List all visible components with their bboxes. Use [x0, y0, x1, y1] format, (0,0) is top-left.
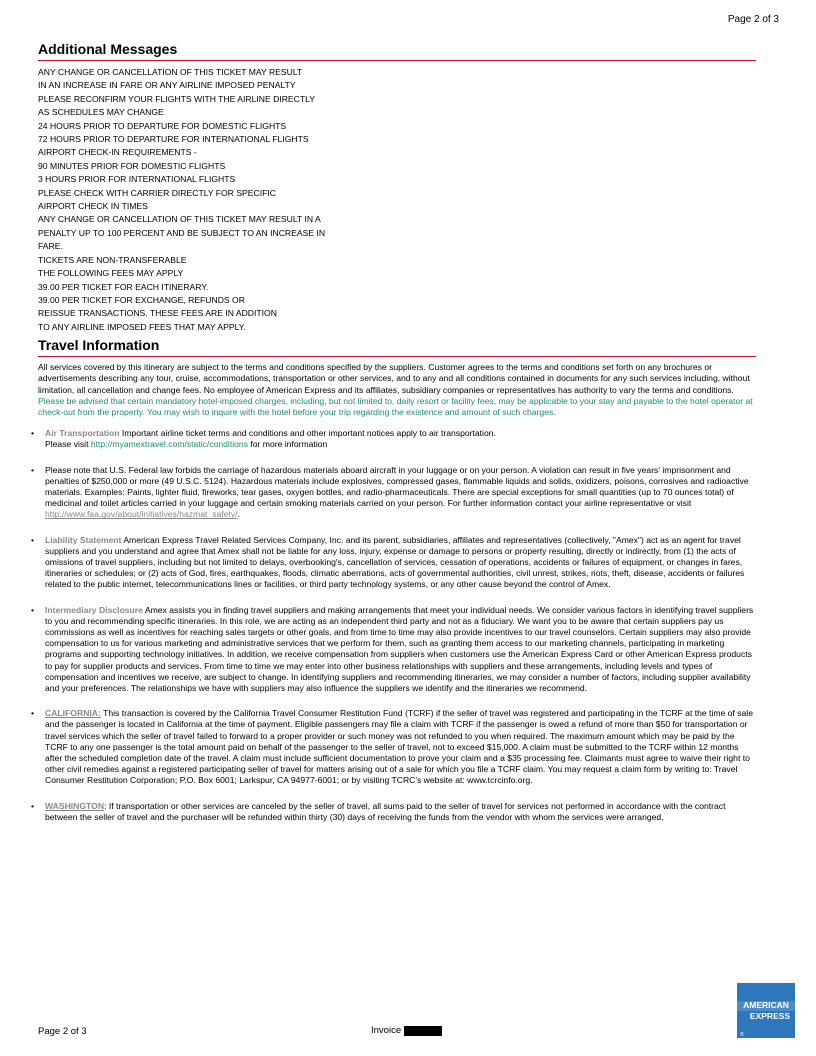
message-line: THE FOLLOWING FEES MAY APPLY — [38, 268, 184, 279]
travel-notices-list — [31, 428, 756, 823]
invoice-label: Invoice — [371, 1025, 402, 1036]
washington-text: : If transportation or other services are canceled by the seller of travel, all sums paid to the seller of travel for services not performed in accordance with the contract between the seller of travel and the purchaser will be refunded within thirty (30) days of receiving the funds from the vendor with whom the services were arranged, — [45, 800, 726, 822]
air-transportation-label: Air Transportation — [45, 428, 120, 439]
list-item — [31, 428, 756, 450]
message-line: 39.00 PER TICKET FOR EACH ITINERARY. — [38, 281, 209, 292]
message-line: TO ANY AIRLINE IMPOSED FEES THAT MAY APPLY. — [38, 321, 246, 332]
message-line: ANY CHANGE OR CANCELLATION OF THIS TICKET MAY RESULT IN A — [38, 214, 321, 225]
message-line: 90 MINUTES PRIOR FOR DOMESTIC FLIGHTS — [38, 160, 226, 171]
liability-statement-text: American Express Travel Related Services Company, Inc. and its parent, subsidiaries, affiliates and representatives (collectively, "Amex") act as an agent for travel suppliers and you understand and agree that Amex shall not be liable for any loss, injury, expense or damage to persons or property resulting, directly or indirectly, from (1) the acts of omissions of travel suppliers, including but not limited to delays, overbooking's, cancellation of services, cessation of operations, accidents or failures of equipment, or changes in fares, itineraries or schedules; or (2) acts of God, fires, earthquakes, floods, climatic aberrations, acts of governmental authorities, civil unrest, strikes, riots, theft, disease, accidents or failures related to the public internet, telecommunications lines or facilities, or third party technology systems, or any other cause beyond the control of Amex. — [45, 534, 745, 590]
message-line: AS SCHEDULES MAY CHANGE — [38, 107, 164, 118]
list-item — [31, 800, 756, 823]
travel-terms-intro — [38, 362, 756, 418]
conditions-link[interactable]: http://myamextravel.com/static/conditions — [90, 439, 248, 450]
air-transportation-text: Important airline ticket terms and conditions and other important notices apply to air transportation. — [119, 428, 496, 439]
california-text: This transaction is covered by the California Travel Consumer Restitution Fund (TCRF) if the seller of travel was registered and participating in the TCRF at the time of sale and the passenger is located in California at the time of payment. Eligible passengers may file a claim with TCRF if the passenger is owed a refund of more than $50 for transportation or travel services which the seller of travel failed to forward to a proper provider or such money was not refunded to you when required. The maximum amount which may be paid by the TCRF to any one passenger is the total amount paid on behalf of the passenger to the seller of travel, not to exceed $15,000. A claim must be submitted to the TCRF within 12 months after the scheduled completion date of the travel. A claim must include sufficient documentation to prove your claim and a $35 processing fee. Claimants must agree to waive their right to other civil remedies against a registered participating seller of travel for matters arising out of a sale for which you file a TCRF claim. You may request a claim form by writing to: Travel Consumer Restitution Corporation; P.O. Box 6001; Larkspur, CA 94977-6001; or by visiting TCRC's website at: www.tcrcinfo.org. — [45, 708, 753, 786]
message-line: 24 HOURS PRIOR TO DEPARTURE FOR DOMESTIC FLIGHTS — [38, 120, 287, 131]
travel-information-title: Travel Information — [38, 336, 756, 357]
message-line: FARE. — [38, 241, 63, 252]
message-line: AIRPORT CHECK-IN REQUIREMENTS - — [38, 147, 197, 158]
invoice-field — [371, 1025, 442, 1036]
message-line: 3 HOURS PRIOR FOR INTERNATIONAL FLIGHTS — [38, 174, 236, 185]
message-line: PLEASE RECONFIRM YOUR FLIGHTS WITH THE AIRLINE DIRECTLY — [38, 93, 315, 104]
message-line: IN AN INCREASE IN FARE OR ANY AIRLINE IMPOSED PENALTY — [38, 80, 296, 91]
intermediary-disclosure-text: Amex assists you in finding travel suppliers and making arrangements that meet your individual needs. We consider various factors in identifying travel suppliers to you and recommending specific itineraries. In this role, we are acting as an independent third party and not as a fiduciary. We want you to be aware that certain suppliers pay us commissions as well as incentives for reaching sales targets or other goals, and from time to time may also provide incentives to our travel counselors. Certain suppliers may also provide compensation to us for various marketing and administrative services that we perform for them, such as granting them access to our marketing channels, participating in marketing programs and supporting technology initiatives. In addition, we receive compensation from suppliers when customers use the American Express Card or other American Express products to pay for supplier products and services. From time to time we may enter into other business relationships with suppliers and these arrangements, including levels and types of compensation and incentives we receive, are subject to change. In identifying suppliers and recommending itineraries, we may consider a number of factors, including supplier availability and your preferences. The relationships we have with suppliers may also influence the suppliers we identify and the itineraries we recommend. — [45, 604, 754, 693]
message-line: REISSUE TRANSACTIONS. THESE FEES ARE IN ADDITION — [38, 308, 277, 319]
logo-mark: ® — [740, 1032, 744, 1038]
intro-hotel-notice: Please be advised that certain mandatory hotel-imposed charges, including, but not limited to, daily resort or facility fees, may be applicable to your stay and payable to the hotel operator at check-out from the property. You may wish to inquire with the hotel before your trip regarding the existence and amount of such charges. — [38, 395, 753, 417]
message-line: TICKETS ARE NON-TRANSFERABLE — [38, 254, 187, 265]
intermediary-disclosure-label: Intermediary Disclosure — [45, 604, 143, 615]
page-number-top: Page 2 of 3 — [727, 14, 779, 25]
document-body — [31, 40, 756, 837]
list-item — [31, 534, 756, 591]
logo-line2: EXPRESS — [749, 1011, 791, 1021]
additional-messages-title: Additional Messages — [38, 40, 756, 61]
washington-label: WASHINGTON — [45, 800, 105, 811]
california-label: CALIFORNIA: — [45, 708, 101, 719]
intro-terms-text: All services covered by this itinerary are subject to the terms and conditions specified by the suppliers. Customer agrees to the terms and conditions set forth on any brochures or advertisements describing any tour, cruise, accommodations, transportation or other services, and to any and all conditions contained in documents for any such services including, without limitation, all cancellation and change fees. No employee of American Express and its affiliates, subsidiary companies or representatives has authority to vary the terms and conditions. — [38, 362, 750, 395]
faa-hazmat-link[interactable]: http://www.faa.gov/about/initiatives/hazmat_safety/ — [45, 509, 238, 520]
air-visit-suffix: for more information — [248, 439, 328, 450]
bullet-icon: • — [31, 464, 35, 475]
list-item — [31, 708, 756, 786]
bullet-icon: • — [31, 708, 35, 719]
message-line: ANY CHANGE OR CANCELLATION OF THIS TICKET MAY RESULT — [38, 67, 303, 77]
additional-messages-list — [38, 66, 756, 334]
air-visit-prefix: Please visit — [45, 439, 91, 450]
message-line: PENALTY UP TO 100 PERCENT AND BE SUBJECT TO AN INCREASE IN — [38, 227, 326, 238]
list-item — [31, 604, 756, 695]
bullet-icon: • — [31, 534, 35, 545]
message-line: PLEASE CHECK WITH CARRIER DIRECTLY FOR SPECIFIC — [38, 187, 276, 198]
message-line: 72 HOURS PRIOR TO DEPARTURE FOR INTERNATIONAL FLIGHTS — [38, 134, 309, 145]
bullet-icon: • — [31, 428, 35, 439]
liability-statement-label: Liability Statement — [45, 534, 122, 545]
american-express-logo-icon — [737, 983, 795, 1038]
invoice-number-redacted — [404, 1026, 442, 1036]
message-line: AIRPORT CHECK IN TIMES — [38, 201, 148, 212]
page-number-bottom: Page 2 of 3 — [38, 1026, 87, 1037]
message-line: 39.00 PER TICKET FOR EXCHANGE, REFUNDS OR — [38, 294, 245, 305]
bullet-icon: • — [31, 604, 35, 615]
logo-line1: AMERICAN — [743, 1000, 789, 1010]
bullet-icon: • — [31, 800, 35, 811]
hazmat-text: Please note that U.S. Federal law forbids the carriage of hazardous materials aboard aircraft in your luggage or on your person. A violation can result in five years' imprisonment and penalties of $250,000 or more (49 U.S.C. 5124). Hazardous materials include explosives, compressed gases, flammable liquids and solids, oxidizers, poisons, corrosives and radioactive materials. Examples: Paints, lighter fluid, fireworks, tear gases, oxygen bottles, and radio-pharmaceuticals. There are special exceptions for small quantities (up to 70 ounces total) of medicinal and toilet articles carried in your luggage and certain smoking materials carried on your person. For further information contact your airline representative or visit — [45, 464, 749, 509]
list-item — [31, 464, 756, 521]
hazmat-end: . — [237, 509, 240, 520]
